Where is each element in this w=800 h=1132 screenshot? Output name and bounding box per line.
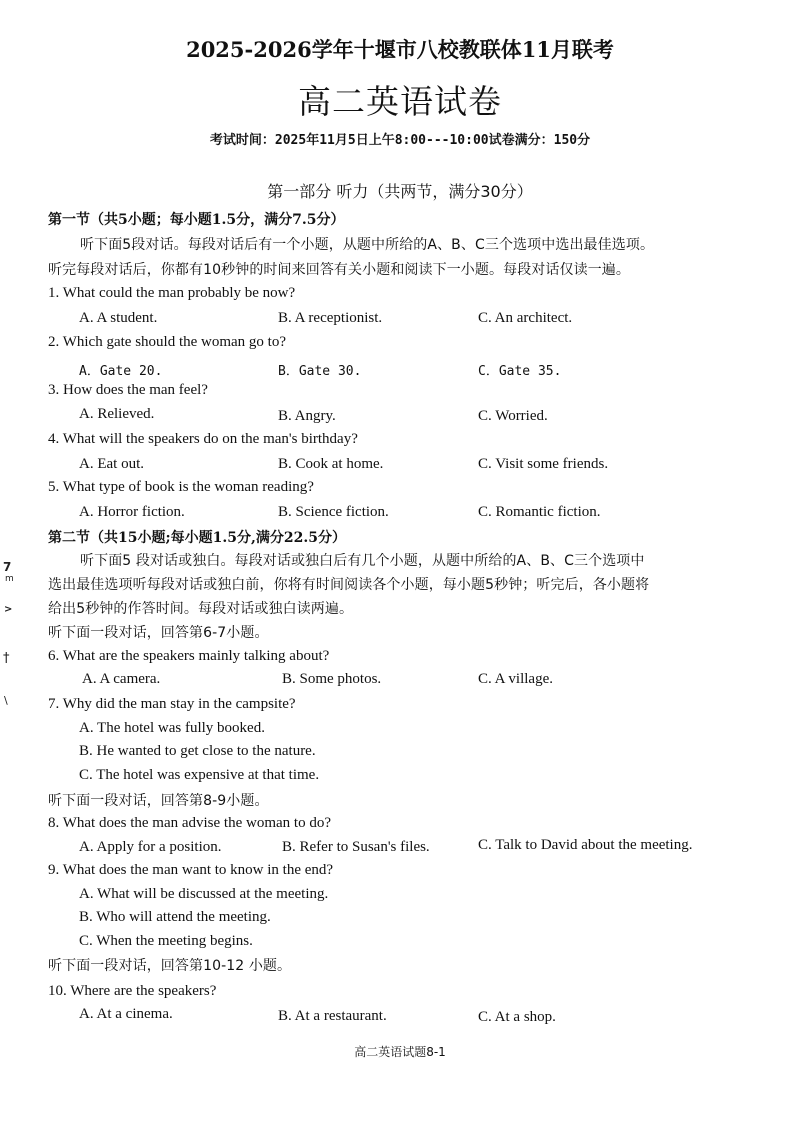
q1-option-c: C. An architect. (478, 310, 573, 326)
q2-option-b: B．Gate 30. (278, 364, 362, 379)
margin-mark: \ (4, 694, 8, 707)
q5-option-a: A. Horror fiction. (79, 504, 185, 520)
q10-option-c: C. At a shop. (478, 1009, 556, 1025)
group-instruction-10-12: 听下面一段对话，回答第10-12 小题。 (48, 958, 292, 974)
question-1: 1. What could the man probably be now? (48, 285, 296, 301)
q1-option-b: B. A receptionist. (278, 310, 383, 326)
q7-option-c: C. The hotel was expensive at that time. (79, 767, 320, 783)
section1-instruction-1: 听下面5段对话。每段对话后有一个小题，从题中所给的A、B、C三个选项中选出最佳选项。 (80, 237, 655, 253)
q8-option-a: A. Apply for a position. (79, 839, 222, 855)
margin-mark: > (4, 604, 13, 615)
q1-option-a: A. A student. (79, 310, 158, 326)
q8-option-b: B. Refer to Susan's files. (282, 839, 430, 855)
question-7: 7. Why did the man stay in the campsite? (48, 696, 296, 712)
margin-mark: 7 (3, 560, 12, 574)
q9-option-a: A. What will be discussed at the meeting. (79, 886, 329, 902)
q9-option-c: C. When the meeting begins. (79, 933, 253, 949)
question-2: 2. Which gate should the woman go to? (48, 334, 287, 350)
section2-instruction-1: 听下面5 段对话或独白。每段对话或独白后有几个小题，从题中所给的A、B、C三个选项中 (80, 553, 645, 569)
q5-option-c: C. Romantic fiction. (478, 504, 601, 520)
group-instruction-8-9: 听下面一段对话，回答第8-9小题。 (48, 793, 269, 809)
question-4: 4. What will the speakers do on the man's birthday? (48, 431, 358, 447)
question-8: 8. What does the man advise the woman to do? (48, 815, 331, 831)
q2-option-a: A．Gate 20. (79, 364, 163, 379)
q7-option-a: A. The hotel was fully booked. (79, 720, 265, 736)
q6-option-c: C. A village. (478, 671, 553, 687)
q6-option-b: B. Some photos. (282, 671, 382, 687)
section1-heading: 第一节（共5小题；每小题1.5分，满分7.5分） (48, 212, 345, 228)
q10-option-b: B. At a restaurant. (278, 1008, 387, 1024)
question-10: 10. Where are the speakers? (48, 983, 217, 999)
q3-option-b: B. Angry. (278, 408, 336, 424)
q6-option-a: A. A camera. (82, 671, 161, 687)
q4-option-b: B. Cook at home. (278, 456, 384, 472)
page-footer: 高二英语试题8-1 (354, 1045, 446, 1059)
q9-option-b: B. Who will attend the meeting. (79, 909, 271, 925)
exam-info: 考试时间：2025年11月5日上午8:00---10:00试卷满分：150分 (209, 133, 591, 148)
q10-option-a: A. At a cinema. (79, 1006, 173, 1022)
question-9: 9. What does the man want to know in the end? (48, 862, 334, 878)
section2-instruction-2: 选出最佳选项听每段对话或独白前，你将有时间阅读各个小题，每小题5秒钟；听完后，各小题将 (48, 577, 650, 593)
section1-instruction-2: 听完每段对话后，你都有10秒钟的时间来回答有关小题和阅读下一小题。每段对话仅读一遍。 (48, 262, 631, 278)
part1-heading: 第一部分 听力（共两节，满分30分） (267, 182, 533, 201)
question-3: 3. How does the man feel? (48, 382, 208, 398)
q4-option-a: A. Eat out. (79, 456, 144, 472)
group-instruction-6-7: 听下面一段对话，回答第6-7小题。 (48, 625, 269, 641)
margin-mark: † (3, 651, 10, 666)
q5-option-b: B. Science fiction. (278, 504, 389, 520)
q3-option-c: C. Worried. (478, 408, 548, 424)
q4-option-c: C. Visit some friends. (478, 456, 609, 472)
exam-subtitle: 高二英语试卷 (298, 82, 502, 121)
q7-option-b: B. He wanted to get close to the nature. (79, 743, 316, 759)
q3-option-a: A. Relieved. (79, 406, 155, 422)
exam-title: 2025-2026学年十堰市八校教联体11月联考 (186, 37, 614, 62)
question-5: 5. What type of book is the woman reading? (48, 479, 314, 495)
section2-heading: 第二节（共15小题;每小题1.5分,满分22.5分） (48, 530, 346, 546)
margin-mark: m (5, 574, 14, 584)
section2-instruction-3: 给出5秒钟的作答时间。每段对话或独白读两遍。 (48, 601, 354, 617)
q2-option-c: C．Gate 35. (478, 364, 562, 379)
question-6: 6. What are the speakers mainly talking about? (48, 648, 330, 664)
q8-option-c: C. Talk to David about the meeting. (478, 837, 693, 853)
